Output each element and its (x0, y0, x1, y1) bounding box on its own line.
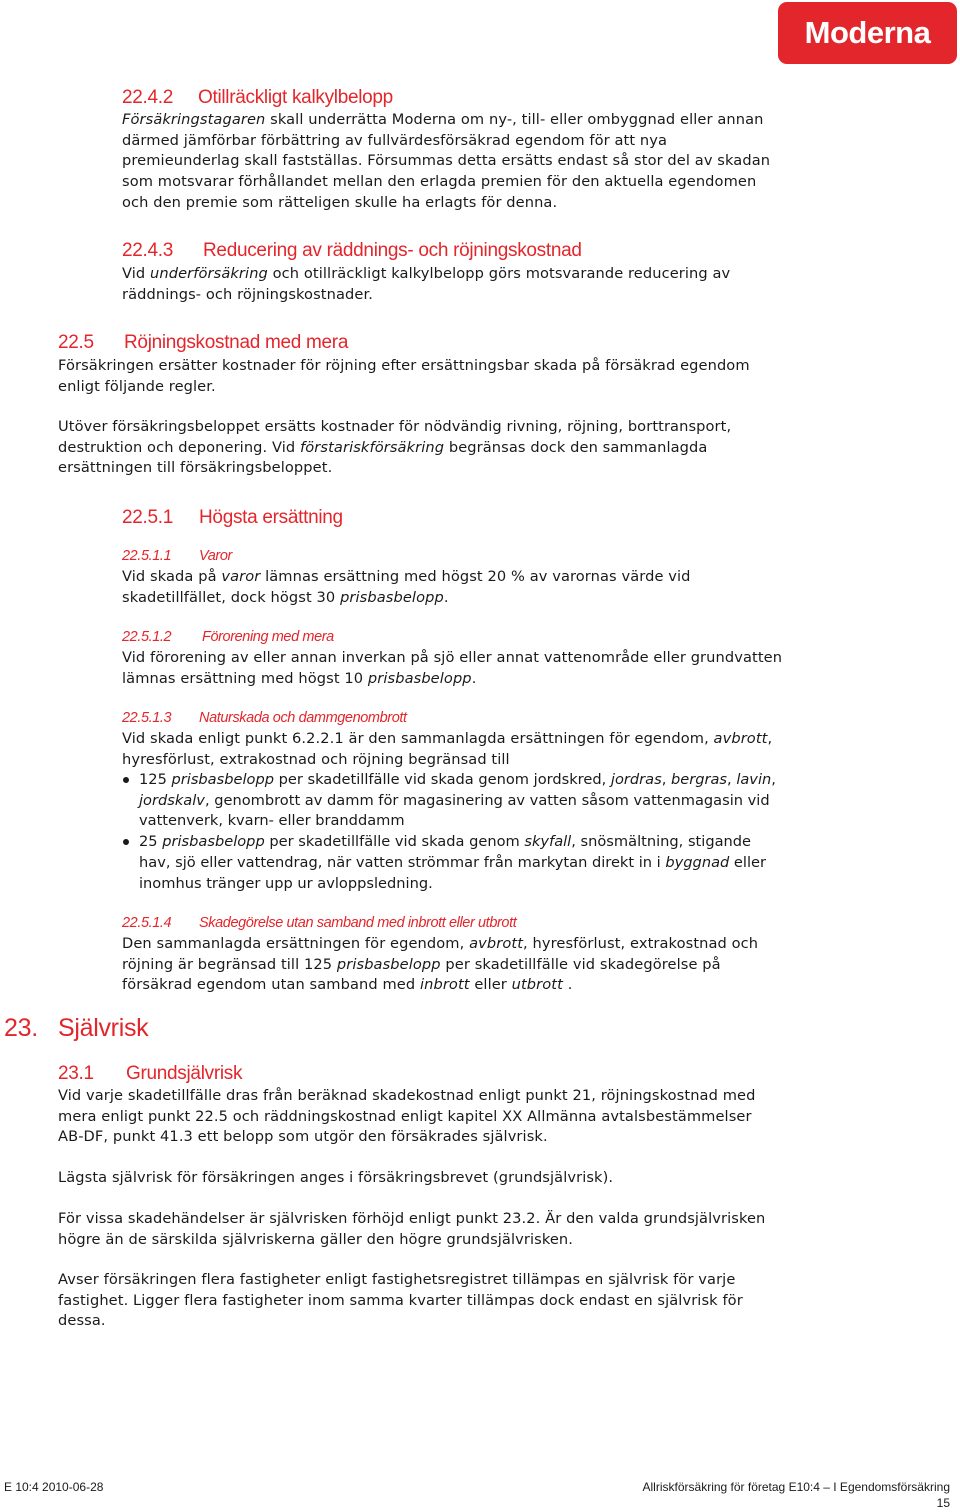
term: skyfall (524, 833, 572, 851)
term: avbrott (469, 935, 524, 952)
term: byggnad (665, 853, 730, 871)
text: vattenverk, kvarn- eller branddamm (139, 812, 405, 830)
text: och otillräckligt kalkylbelopp görs motsvarande reducering av (267, 265, 731, 282)
section-title: Varor (199, 548, 232, 564)
heading-22-4-2 (122, 87, 393, 109)
section-number: 22.5.1.3 (122, 710, 172, 726)
section-title: Otillräckligt kalkylbelopp (198, 87, 393, 108)
term: inbrott (419, 976, 470, 994)
term: prisbasbelopp (171, 771, 274, 788)
text: per skadetillfälle vid skada genom (264, 833, 525, 851)
text: . (443, 588, 449, 606)
text: eller (729, 853, 766, 871)
footer-right: Allriskförsäkring för företag E10:4 – I Egendomsförsäkring (642, 1480, 950, 1494)
heading-22-5-1-3 (122, 709, 407, 727)
section-title: Självrisk (58, 1014, 149, 1042)
paragraph-23-1-b (58, 1168, 613, 1189)
section-number: 23. (4, 1014, 38, 1042)
paragraph-23-1-d (58, 1270, 743, 1332)
section-number: 22.5.1.1 (122, 548, 172, 564)
term: underförsäkring (150, 265, 268, 282)
heading-23-1 (58, 1063, 242, 1085)
text: Den sammanlagda ersättningen för egendom, (122, 935, 470, 952)
paragraph-23-1-c (58, 1209, 765, 1250)
page-number: 15 (936, 1496, 950, 1510)
text: dessa. (58, 1312, 106, 1330)
text: AB-DF, punkt 41.3 ett belopp som utgör den försäkrades självrisk. (58, 1128, 548, 1146)
heading-22-5-1-4 (122, 914, 516, 932)
section-title: Högsta ersättning (199, 507, 343, 528)
text: . (471, 669, 477, 687)
term: prisbasbelopp (367, 669, 472, 687)
text: som motsvarar förhållandet mellan den erlagda premien för den aktuella egendomen (122, 173, 757, 191)
paragraph-23-1-a (58, 1086, 755, 1148)
logo-text: Moderna (804, 15, 931, 50)
list-item (122, 832, 776, 894)
bullet-icon (123, 777, 129, 783)
moderna-logo (778, 2, 957, 64)
term: varor (221, 568, 261, 585)
text: 25 (139, 833, 163, 851)
section-number: 22.5.1.2 (122, 629, 172, 645)
paragraph-22-5-1-3 (122, 729, 772, 770)
paragraph-22-5-b (58, 417, 731, 479)
term: bergras (670, 771, 728, 788)
heading-22-5-1-2 (122, 628, 334, 646)
text: per skadetillfälle vid skada genom jordskred, (273, 771, 611, 788)
text: , (767, 730, 773, 747)
text: , snösmältning, stigande (571, 833, 752, 851)
list-item (122, 770, 776, 832)
heading-22-5-1 (122, 507, 343, 529)
text: begränsas dock den sammanlagda (444, 438, 708, 456)
text: mera enligt punkt 22.5 och räddningskostnad enligt kapitel XX Allmänna avtalsbestämmelser (58, 1107, 752, 1125)
term: jordskalv (139, 791, 205, 809)
text: därmed jämförbar förbättring av fullvärdesförsäkrad egendom för att nya (122, 131, 668, 149)
section-number: 22.5 (58, 332, 94, 353)
text: eller (469, 976, 512, 994)
heading-22-5 (58, 332, 348, 354)
text: lämnas ersättning med högst 10 (122, 669, 368, 687)
term: avbrott (713, 730, 768, 747)
heading-22-4-3 (122, 240, 582, 262)
term: utbrott (511, 976, 563, 994)
section-number: 22.4.2 (122, 87, 174, 108)
term: prisbasbelopp (340, 588, 444, 606)
text: försäkrad egendom utan samband med (122, 976, 420, 994)
footer-left: E 10:4 2010-06-28 (4, 1480, 104, 1494)
paragraph-22-5-1-1 (122, 567, 691, 608)
text: och den premie som rätteligen skulle ha erlagts för denna. (122, 193, 558, 211)
text: fastighet. Ligger flera fastigheter inom samma kvarter tillämpas dock endast en självrisk för (58, 1291, 743, 1309)
text: Vid skada på (122, 568, 222, 585)
text: inomhus tränger upp ur avloppsledning. (139, 874, 433, 892)
section-number: 22.5.1.4 (122, 915, 172, 931)
paragraph-22-4-3 (122, 264, 730, 305)
section-title: Reducering av räddnings- och röjningskostnad (203, 240, 582, 261)
text: destruktion och deponering. Vid (58, 438, 301, 456)
paragraph-22-5-1-4 (122, 934, 758, 996)
heading-23 (4, 1014, 148, 1042)
section-title: Grundsjälvrisk (126, 1063, 243, 1084)
text: hav, sjö eller vattendrag, när vatten strömmar från markytan direkt in i (139, 853, 666, 871)
text: Avser försäkringen flera fastigheter enligt fastighetsregistret tillämpas en självrisk för varje (58, 1271, 736, 1288)
text: högre än de särskilda självriskerna gäller den högre grundsjälvrisken. (58, 1230, 574, 1248)
text: hyresförlust, extrakostnad och röjning begränsad till (122, 750, 510, 768)
section-number: 23.1 (58, 1063, 94, 1084)
term: förstariskförsäkring (300, 438, 445, 456)
text: Försäkringen ersätter kostnader för röjning efter ersättningsbar skada på försäkrad egendom (58, 357, 750, 374)
paragraph-22-4-2 (122, 110, 770, 214)
text: Vid förorening av eller annan inverkan på sjö eller annat vattenområde eller grundvatten (122, 649, 783, 666)
text: per skadetillfälle vid skadegörelse på (440, 955, 721, 973)
section-title: Röjningskostnad med mera (124, 332, 349, 353)
paragraph-22-5-a (58, 356, 750, 397)
text: röjning är begränsad till 125 (122, 955, 337, 973)
bullet-icon (123, 839, 129, 845)
text: 125 (139, 771, 172, 788)
text: skadetillfället, dock högst 30 (122, 588, 341, 606)
section-number: 22.5.1 (122, 507, 174, 528)
heading-22-5-1-1 (122, 547, 232, 565)
text: , (661, 771, 671, 788)
section-title: Naturskada och dammgenombrott (199, 710, 407, 726)
section-title: Skadegörelse utan samband med inbrott eller utbrott (199, 915, 517, 931)
text: räddnings- och röjningskostnader. (122, 285, 373, 303)
term: jordras (610, 771, 662, 788)
term: Försäkringstagaren (122, 111, 266, 128)
text: . (562, 976, 573, 994)
text: skall underrätta Moderna om ny-, till- eller ombyggnad eller annan (265, 111, 764, 128)
text: Vid skada enligt punkt 6.2.2.1 är den sammanlagda ersättningen för egendom, (122, 730, 714, 747)
text: , hyresförlust, extrakostnad och (523, 935, 759, 952)
paragraph-22-5-1-2 (122, 648, 782, 689)
text: Utöver försäkringsbeloppet ersätts kostnader för nödvändig rivning, röjning, borttransport, (58, 418, 732, 435)
text: Vid varje skadetillfälle dras från beräknad skadekostnad enligt punkt 21, röjningskostnad med (58, 1087, 756, 1104)
text: Lägsta självrisk för försäkringen anges i försäkringsbrevet (grundsjälvrisk). (58, 1169, 614, 1186)
term: lavin (736, 771, 772, 788)
text: lämnas ersättning med högst 20 % av varornas värde vid (260, 568, 691, 585)
text: ersättningen till försäkringsbeloppet. (58, 459, 333, 477)
text: , (727, 771, 737, 788)
term: prisbasbelopp (336, 955, 441, 973)
text: premieunderlag skall fastställas. Försummas detta ersätts endast så stor del av skadan (122, 152, 771, 170)
text: , (771, 771, 776, 788)
term: prisbasbelopp (162, 833, 265, 851)
text: enligt följande regler. (58, 377, 216, 395)
text: Vid (122, 265, 151, 282)
text: , genombrott av damm för magasinering av vatten såsom vattenmagasin vid (204, 791, 770, 809)
section-number: 22.4.3 (122, 240, 174, 261)
section-title: Förorening med mera (202, 629, 334, 645)
text: För vissa skadehändelser är självrisken förhöjd enligt punkt 23.2. Är den valda grundsjälvrisken (58, 1210, 766, 1227)
bullet-list (122, 770, 776, 894)
